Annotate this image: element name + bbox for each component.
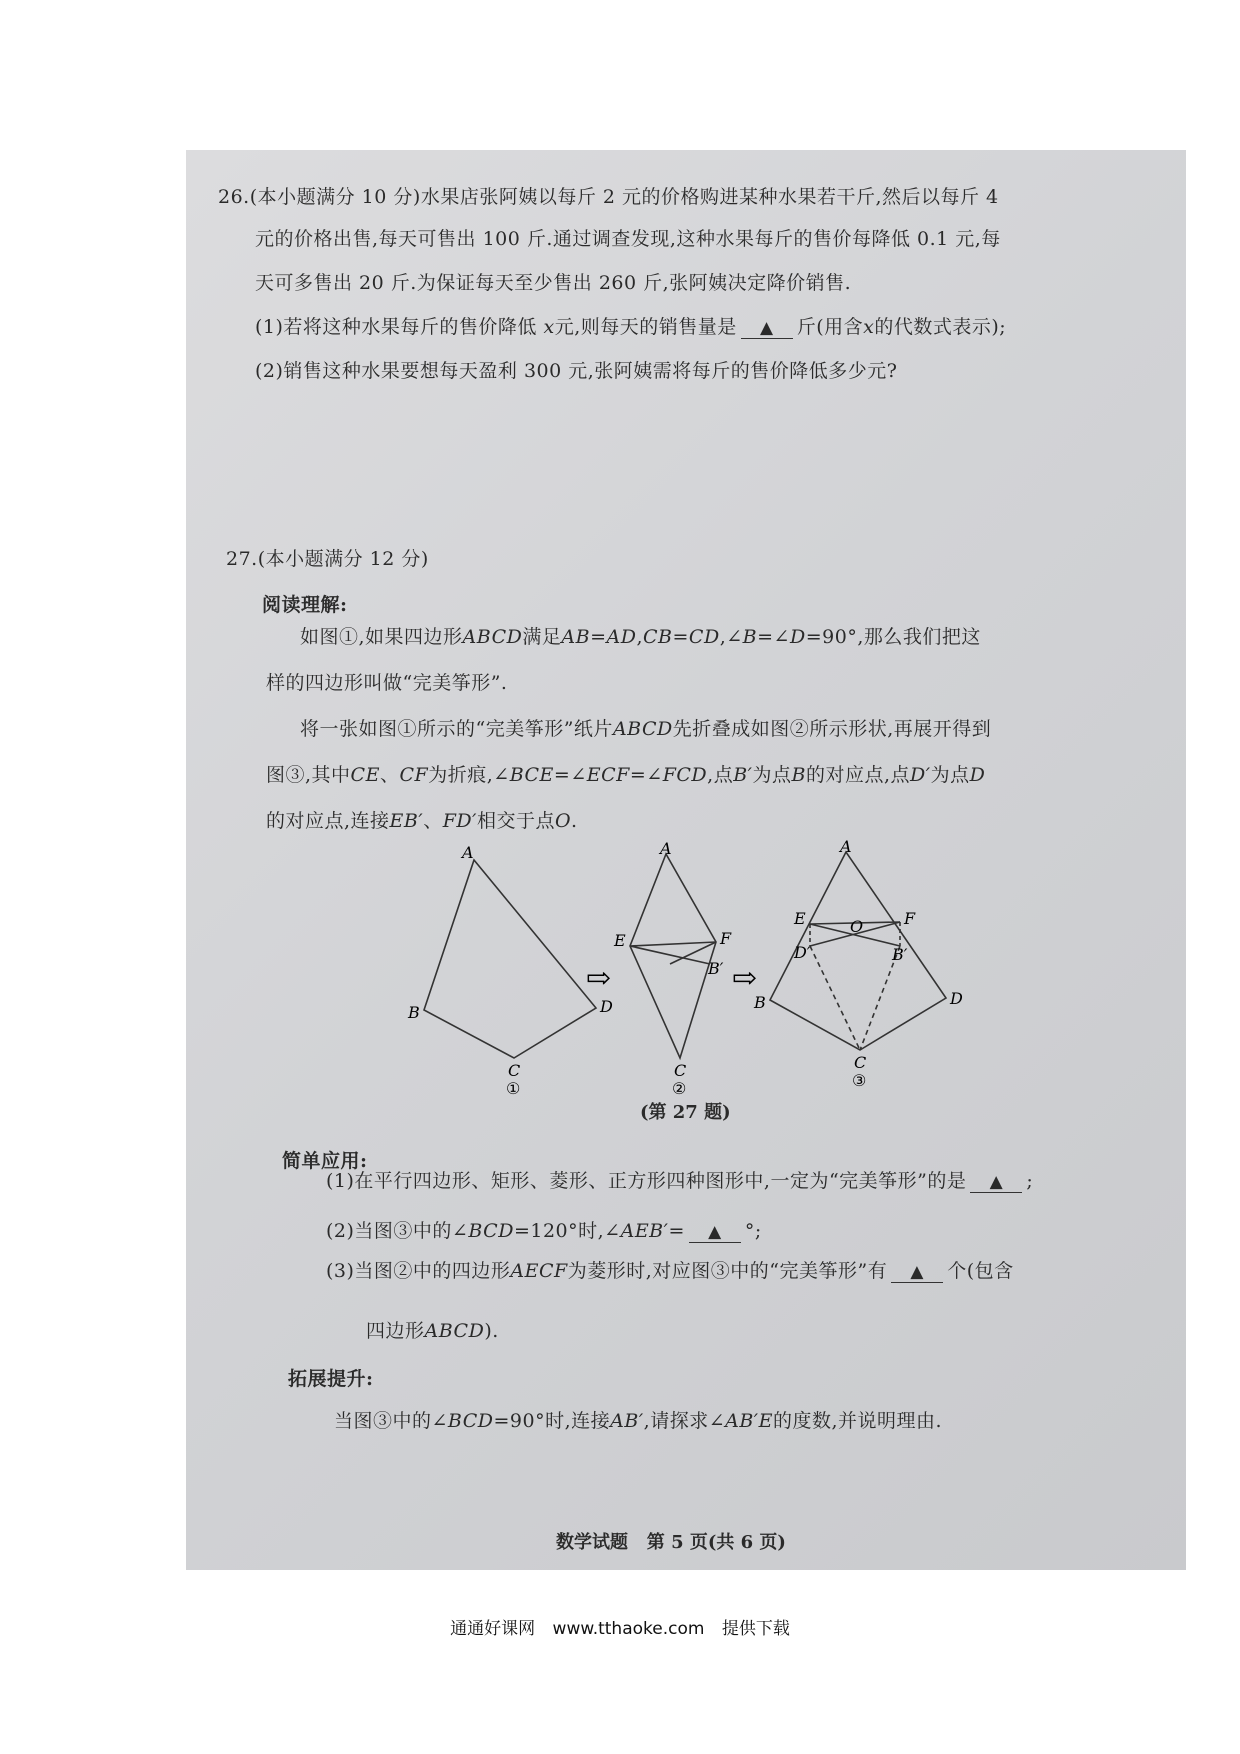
r4-a: 图③,其中 — [266, 764, 351, 786]
q26-p1-mid: 元,则每天的销售量是 — [554, 316, 737, 338]
extension-title: 拓展提升: — [288, 1368, 374, 1390]
r1-l: B — [742, 626, 758, 648]
r4-f: BCE — [509, 764, 554, 786]
r1-c: 满足 — [522, 626, 562, 648]
label-f3-A: A — [840, 840, 852, 856]
label-f1-A: A — [462, 843, 474, 862]
e1-b: BCD — [447, 1410, 494, 1432]
reading-title: 阅读理解: — [262, 594, 348, 616]
q26-line2 — [255, 224, 1001, 251]
r4-g: =∠ — [553, 764, 587, 786]
s3-g: ). — [484, 1320, 499, 1342]
s2-e: = — [668, 1220, 685, 1242]
r4-m: 为点 — [752, 764, 792, 786]
blank-mark: ▲ — [910, 1262, 924, 1282]
label-f3-C: C — [854, 1053, 867, 1072]
q26-p2: (2)销售这种水果要想每天盈利 300 元,张阿姨需将每斤的售价降低多少元? — [255, 360, 898, 382]
r4-n: B — [791, 764, 806, 786]
figure-1-kite — [424, 860, 596, 1058]
e1-c: =90°时,连接 — [493, 1410, 611, 1432]
r1-m: =∠ — [757, 626, 790, 648]
r4-e: 为折痕,∠ — [428, 764, 510, 786]
reading-line5 — [266, 806, 578, 833]
site-footer — [0, 1614, 1240, 1639]
r5-b: EB′ — [389, 810, 424, 832]
q26-score: (本小题满分 10 分) — [249, 186, 421, 208]
r4-c: 、 — [379, 764, 400, 786]
q26-text2: 元的价格出售,每天可售出 100 斤.通过调查发现,这种水果每斤的售价每降低 0.1 元,每 — [255, 228, 1001, 250]
blank-mark: ▲ — [989, 1172, 1004, 1192]
q26-part2 — [255, 356, 898, 383]
label-f3-Dp: D′ — [794, 943, 811, 962]
label-f3-Bp: B′ — [892, 945, 908, 964]
q26-line1 — [218, 182, 999, 209]
page-footer: 数学试题 第 5 页(共 6 页) — [556, 1532, 786, 1553]
label-f3-B: B — [754, 993, 766, 1012]
r3-b: ABCD — [612, 718, 673, 740]
r1-o: =90°,那么我们把这 — [805, 626, 981, 648]
s3-a: (3)当图②中的四边形 — [326, 1260, 511, 1282]
label-f3-D: D — [950, 989, 963, 1008]
r4-p: D′ — [910, 764, 931, 786]
e1-g: 的度数,并说明理由. — [773, 1410, 943, 1432]
s3-b: AECF — [510, 1260, 568, 1282]
s2-end: °; — [744, 1220, 762, 1242]
r4-r: D — [969, 764, 986, 786]
simple-title: 简单应用: — [282, 1150, 368, 1172]
q26-p1-var2: x — [863, 316, 875, 338]
answer-blank-27-s1[interactable] — [970, 1170, 1022, 1193]
s2-d: AEB′ — [620, 1220, 669, 1242]
s3-d: 个(包含 — [947, 1260, 1014, 1282]
blank-mark: ▲ — [759, 318, 774, 338]
simple-q2 — [326, 1216, 762, 1243]
q26-line3 — [255, 268, 851, 295]
r1-b: ABCD — [462, 626, 523, 648]
r4-l: B′ — [733, 764, 753, 786]
answer-blank-27-s3[interactable] — [891, 1260, 943, 1283]
extension-question — [334, 1406, 942, 1433]
s2-a: (2)当图③中的∠ — [326, 1220, 469, 1242]
r5-d: FD′ — [442, 810, 477, 832]
r4-q: 为点 — [930, 764, 970, 786]
arrow-1: ⇨ — [586, 961, 612, 996]
answer-blank-27-s2[interactable] — [689, 1220, 741, 1243]
r1-e: = — [590, 626, 607, 648]
s1-end: ; — [1026, 1170, 1034, 1192]
r1-k: ,∠ — [719, 626, 743, 648]
r4-b: CE — [350, 764, 380, 786]
r4-o: 的对应点,点 — [805, 764, 911, 786]
simple-q3 — [326, 1256, 1014, 1283]
site-url[interactable]: www.tthaoke.com — [552, 1619, 705, 1639]
q27-header — [226, 544, 429, 571]
reading-line1 — [300, 622, 981, 649]
q26-p1-end: 的代数式表示); — [874, 316, 1007, 338]
e1-f: AB′E — [725, 1410, 773, 1432]
r1-h: CB — [643, 626, 673, 648]
s2-c: =120°时,∠ — [513, 1220, 621, 1242]
q27-number: 27. — [226, 548, 258, 570]
r4-h: ECF — [586, 764, 630, 786]
r4-k: ,点 — [707, 764, 734, 786]
label-f3-num: ③ — [852, 1071, 867, 1090]
r5-f: O — [554, 810, 572, 832]
e1-a: 当图③中的∠ — [334, 1410, 448, 1432]
label-f1-D: D — [600, 997, 613, 1016]
s2-b: BCD — [468, 1220, 514, 1242]
q26-text3: 天可多售出 20 斤.为保证每天至少售出 260 斤,张阿姨决定降价销售. — [255, 272, 852, 294]
s3-e: 四边形 — [366, 1320, 425, 1342]
r5-c: 、 — [423, 810, 443, 832]
label-f3-O: O — [850, 917, 864, 936]
site-suffix: 提供下载 — [721, 1619, 790, 1639]
simple-q3-cont — [366, 1316, 499, 1343]
figure-2-folded — [630, 854, 716, 1058]
e1-e: ,请探求∠ — [643, 1410, 726, 1432]
r1-g: , — [636, 626, 643, 648]
r1-a: 如图①,如果四边形 — [300, 626, 463, 648]
r5-a: 的对应点,连接 — [266, 810, 390, 832]
arrow-2: ⇨ — [732, 961, 758, 996]
answer-blank-26-1[interactable] — [741, 316, 793, 339]
label-f1-B: B — [408, 1003, 420, 1022]
s3-c: 为菱形时,对应图③中的“完美筝形”有 — [567, 1260, 888, 1282]
q27-score: (本小题满分 12 分) — [257, 548, 429, 570]
label-f2-E: E — [614, 931, 626, 950]
r1-d: AB — [561, 626, 591, 648]
r5-g: . — [571, 810, 578, 832]
r4-j: FCD — [662, 764, 708, 786]
r1-i: = — [672, 626, 689, 648]
s1-text: (1)在平行四边形、矩形、菱形、正方形四种图形中,一定为“完美筝形”的是 — [326, 1170, 967, 1192]
r5-e: 相交于点 — [476, 810, 555, 832]
label-f2-A: A — [660, 840, 672, 858]
blank-mark: ▲ — [708, 1222, 722, 1242]
q26-p1-post: 斤(用含 — [796, 316, 864, 338]
reading-line3 — [300, 714, 991, 741]
r4-i: =∠ — [629, 764, 663, 786]
q26-p1-pre: (1)若将这种水果每斤的售价降低 — [255, 316, 537, 338]
label-f3-E: E — [794, 909, 806, 928]
r1-j: CD — [688, 626, 720, 648]
label-f2-C: C — [674, 1061, 687, 1080]
r1-f: AD — [606, 626, 637, 648]
folding-figure — [370, 840, 990, 1110]
reading-line2: 样的四边形叫做“完美筝形”. — [266, 672, 508, 694]
label-f2-F: F — [720, 929, 732, 948]
label-f2-Bp: B′ — [708, 959, 724, 978]
label-f2-num: ② — [672, 1079, 687, 1098]
simple-q1 — [326, 1166, 1033, 1193]
r3-a: 将一张如图①所示的“完美筝形”纸片 — [300, 718, 613, 740]
r3-c: 先折叠成如图②所示形状,再展开得到 — [672, 718, 992, 740]
q26-text1: 水果店张阿姨以每斤 2 元的价格购进某种水果若干斤,然后以每斤 4 — [420, 186, 999, 208]
site-name: 通通好课网 — [450, 1619, 536, 1639]
reading-line4 — [266, 760, 985, 787]
e1-d: AB′ — [610, 1410, 644, 1432]
q26-p1-var: x — [543, 316, 555, 338]
s3-f: ABCD — [424, 1320, 485, 1342]
r1-n: D — [789, 626, 806, 648]
label-f3-F: F — [904, 909, 916, 928]
q26-part1 — [255, 312, 1006, 339]
figure-caption: (第 27 题) — [640, 1102, 731, 1123]
q26-number: 26. — [218, 186, 250, 208]
label-f1-num: ① — [506, 1079, 521, 1098]
r4-d: CF — [399, 764, 429, 786]
label-f1-C: C — [508, 1061, 521, 1080]
